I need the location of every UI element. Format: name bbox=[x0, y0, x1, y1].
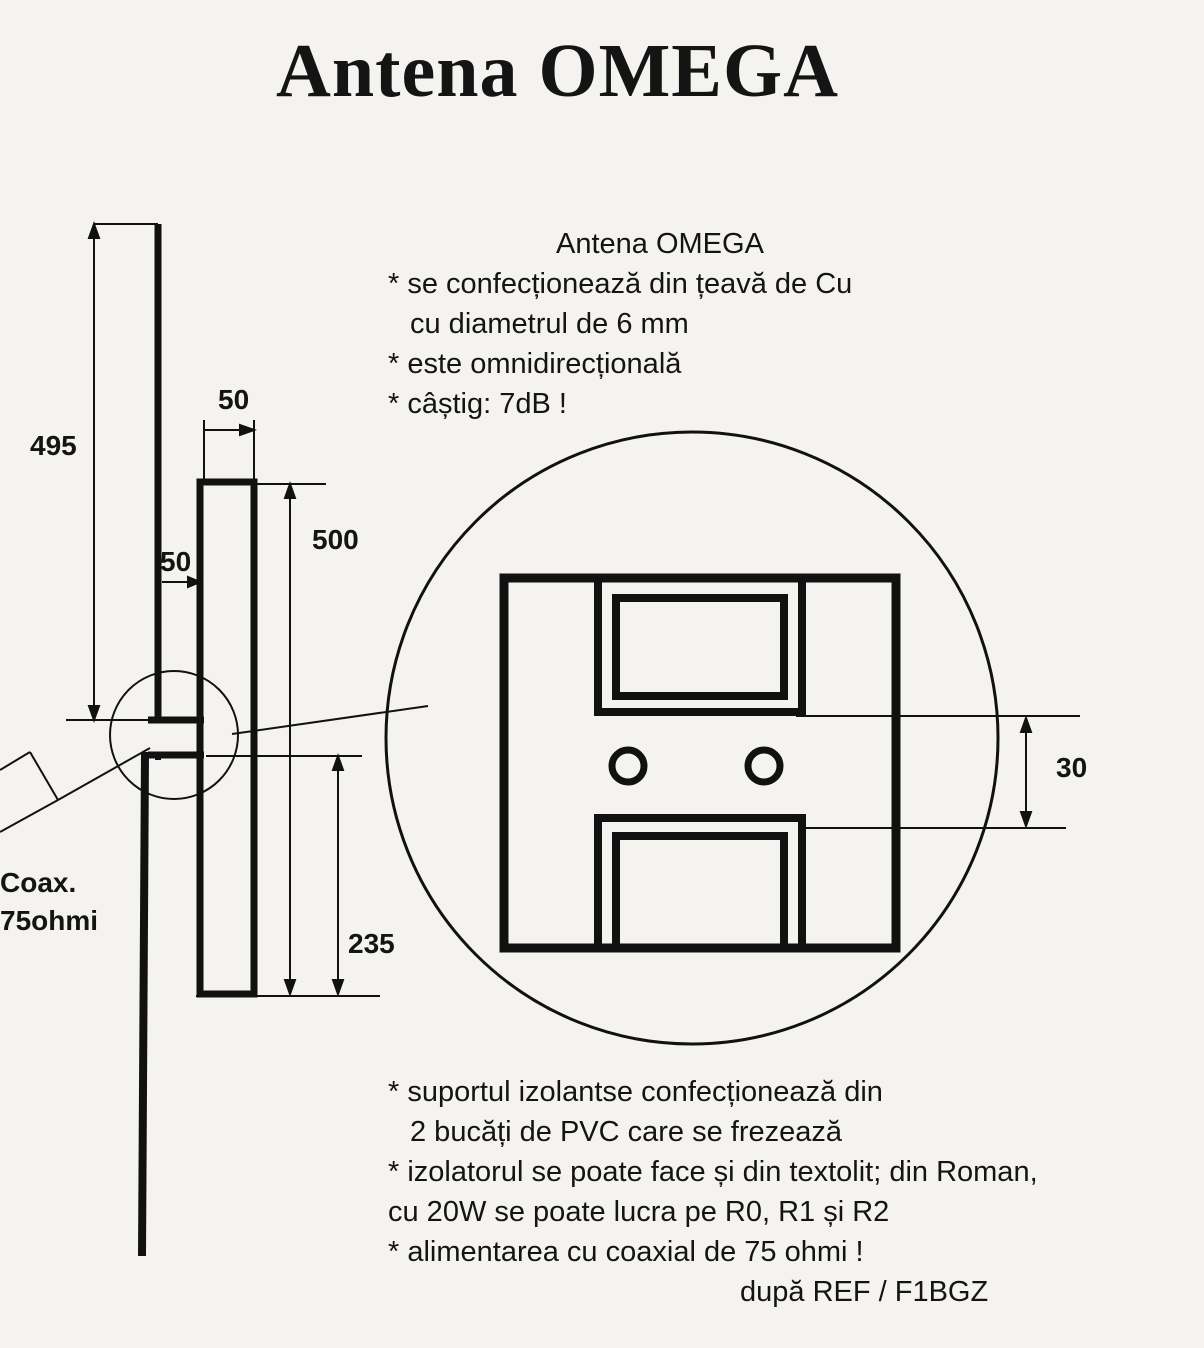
dim-30 bbox=[796, 716, 1080, 828]
note-line: * alimentarea cu coaxial de 75 ohmi ! bbox=[388, 1236, 864, 1268]
mounting-hole-left bbox=[612, 750, 644, 782]
lower-clamp-inner bbox=[616, 836, 784, 948]
dim-label-495: 495 bbox=[30, 430, 77, 461]
mounting-hole-right bbox=[748, 750, 780, 782]
dimension-lines bbox=[66, 224, 428, 996]
dim-label-30: 30 bbox=[1056, 752, 1088, 783]
note-line: * izolatorul se poate face și din textolit; din Roman, bbox=[388, 1156, 1038, 1188]
feed-point-detail-circle bbox=[110, 671, 238, 799]
notes-block bbox=[388, 1072, 1038, 1312]
detail-leader bbox=[232, 706, 428, 734]
dim-label-50-gap: 50 bbox=[160, 546, 192, 577]
credit-line: după REF / F1BGZ bbox=[740, 1276, 989, 1308]
note-line: 2 bucăți de PVC care se frezează bbox=[410, 1116, 843, 1148]
info-title: Antena OMEGA bbox=[556, 228, 764, 260]
coax-label bbox=[0, 864, 98, 940]
dim-label-235: 235 bbox=[348, 928, 395, 959]
note-line: cu 20W se poate lucra pe R0, R1 și R2 bbox=[388, 1196, 890, 1228]
note-line: * suportul izolantse confecționează din bbox=[388, 1076, 883, 1108]
info-line: cu diametrul de 6 mm bbox=[410, 308, 689, 340]
insulator-plate bbox=[504, 578, 896, 948]
mast bbox=[142, 752, 145, 1256]
info-line: * câștig: 7dB ! bbox=[388, 388, 567, 420]
info-line: * este omnidirecțională bbox=[388, 348, 682, 380]
dim-label-500: 500 bbox=[312, 524, 359, 555]
page-title: Antena OMEGA bbox=[276, 29, 839, 113]
antenna-drawing bbox=[110, 224, 254, 1256]
upper-clamp-inner bbox=[616, 598, 784, 696]
info-block bbox=[388, 224, 852, 424]
coax-feed bbox=[0, 748, 150, 832]
info-line: * se confecționează din țeavă de Cu bbox=[388, 268, 853, 300]
coax-label-line2: 75ohmi bbox=[0, 905, 99, 936]
coax-label-line1: Coax. bbox=[0, 867, 77, 898]
insulator-detail bbox=[386, 432, 998, 1044]
dim-label-50-top: 50 bbox=[218, 384, 250, 415]
stub-loop bbox=[200, 482, 254, 994]
